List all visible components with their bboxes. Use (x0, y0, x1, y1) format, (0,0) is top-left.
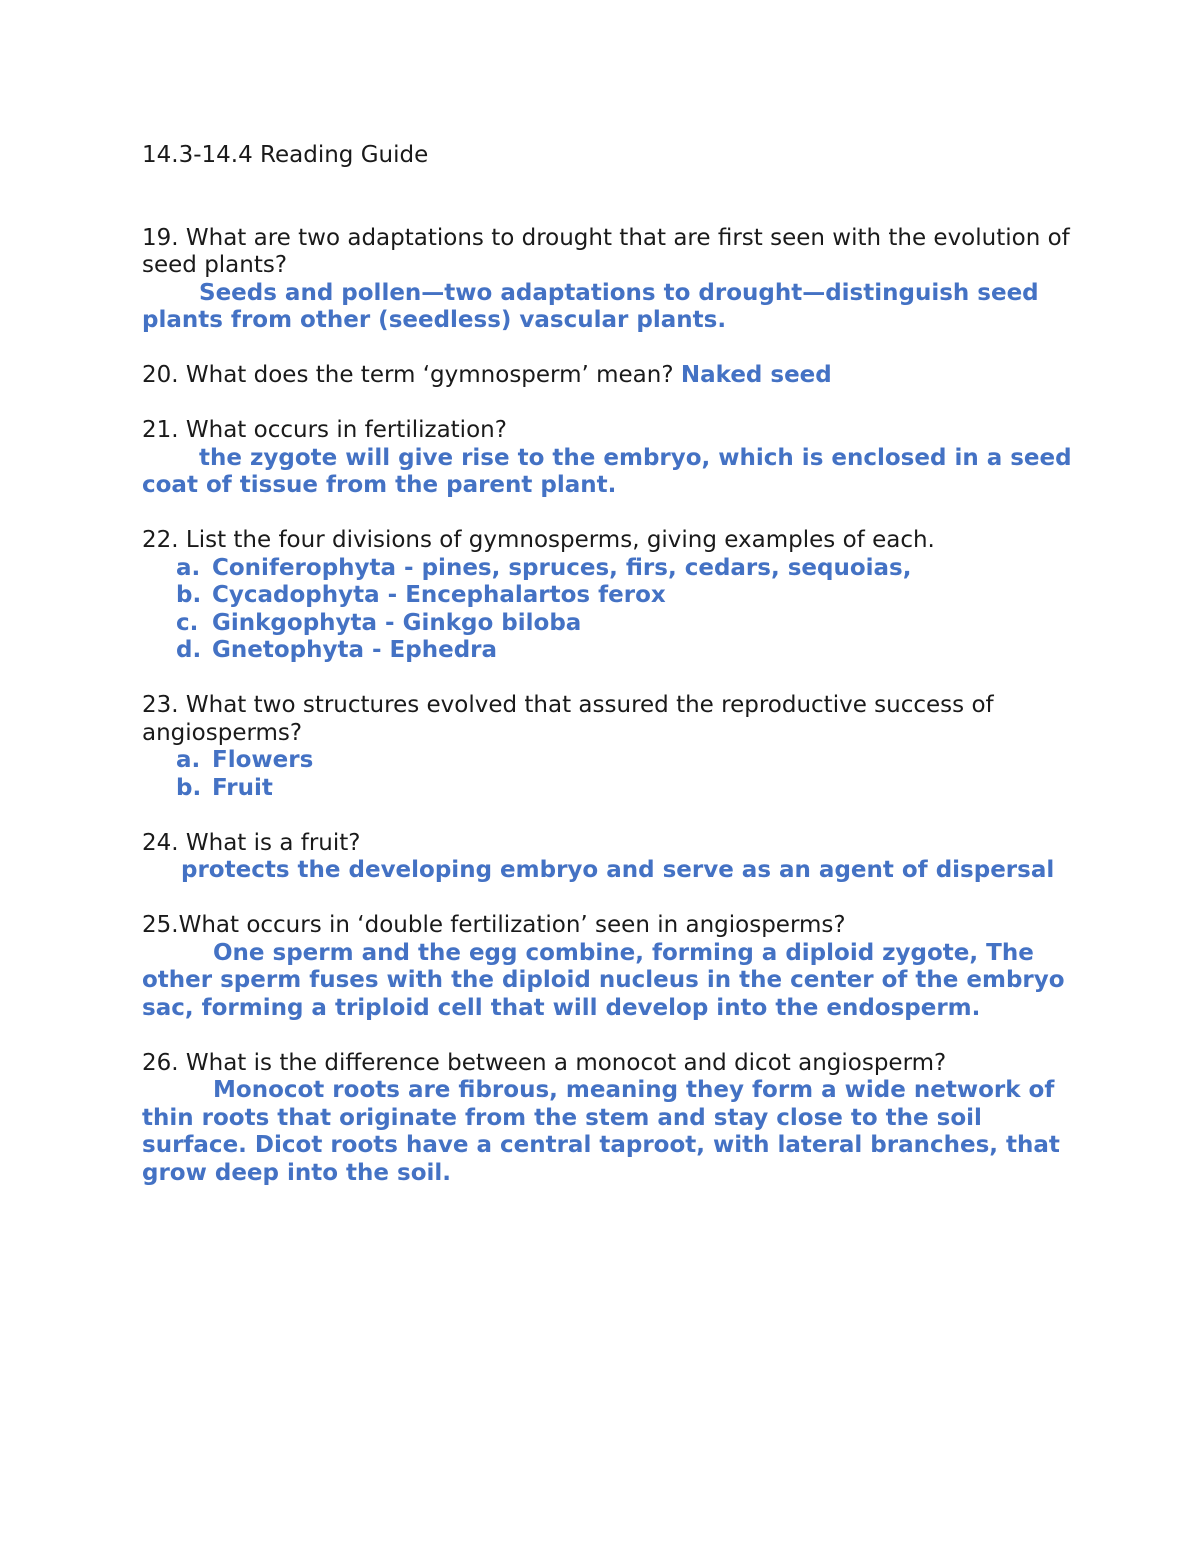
question-26 (142, 1050, 1077, 1188)
answer-19-text: Seeds and pollen—two adaptations to drought—distinguish seed plants from other (seedless) vascular plants. (142, 279, 1039, 333)
answer-22-list (142, 555, 1077, 665)
answer-24-text: protects the developing embryo and serve as an agent of dispersal (181, 857, 1055, 883)
question-24 (142, 830, 1077, 885)
list-item (176, 555, 1077, 583)
list-item-text: Cycadophyta - Encephalartos ferox (212, 582, 666, 608)
document-title: 14.3-14.4 Reading Guide (142, 142, 429, 168)
list-marker: b. (176, 774, 202, 801)
answer-21-text: the zygote will give rise to the embryo, which is enclosed in a seed coat of tissue from the parent plant. (142, 444, 1072, 498)
question-24-text: 24. What is a fruit? (142, 829, 361, 856)
list-marker: b. (176, 582, 202, 608)
question-20 (142, 362, 1077, 390)
list-marker: a. (176, 554, 201, 581)
list-item (176, 582, 1077, 610)
question-21-text: 21. What occurs in fertilization? (142, 417, 507, 443)
answer-26-text: Monocot roots are fibrous, meaning they form a wide network of thin roots that originate from the stem and stay close to the soil surface. Dicot roots have a central taproot, with lateral branches, that grow deep into the soil. (142, 1077, 1060, 1186)
list-item (176, 637, 1077, 665)
question-21 (142, 417, 1077, 500)
answer-25-text: One sperm and the egg combine, forming a diploid zygote, The other sperm fuses with the diploid nucleus in the center of the embryo sac, forming a triploid cell that will develop into the endosperm. (142, 939, 1065, 1021)
list-item-text: Coniferophyta - pines, spruces, firs, cedars, sequoias, (212, 554, 912, 581)
list-item-text: Fruit (212, 774, 273, 801)
list-marker: a. (176, 747, 201, 773)
list-marker: d. (176, 637, 202, 663)
question-22-text: 22. List the four divisions of gymnosperms, giving examples of each. (142, 527, 935, 553)
answer-20-text: Naked seed (680, 362, 832, 388)
document-body (142, 142, 1077, 1187)
question-19 (142, 225, 1077, 335)
list-item-text: Gnetophyta - Ephedra (212, 637, 498, 663)
list-marker: c. (176, 609, 199, 636)
question-25-text: 25.What occurs in ‘double fertilization’ seen in angiosperms? (142, 912, 846, 938)
answer-23-list (142, 747, 1077, 802)
list-item (176, 747, 1077, 775)
question-23-text: 23. What two structures evolved that assured the reproductive success of angiosperms? (142, 692, 994, 746)
question-22 (142, 527, 1077, 665)
question-25 (142, 912, 1077, 1022)
list-item-text: Flowers (212, 747, 314, 773)
question-19-text: 19. What are two adaptations to drought that are first seen with the evolution of seed plants? (142, 224, 1070, 278)
list-item (176, 775, 1077, 803)
question-23 (142, 692, 1077, 802)
list-item (176, 610, 1077, 638)
list-item-text: Ginkgophyta - Ginkgo biloba (212, 609, 582, 636)
question-20-text: 20. What does the term ‘gymnosperm’ mean? (142, 362, 674, 388)
question-26-text: 26. What is the difference between a monocot and dicot angiosperm? (142, 1049, 947, 1076)
